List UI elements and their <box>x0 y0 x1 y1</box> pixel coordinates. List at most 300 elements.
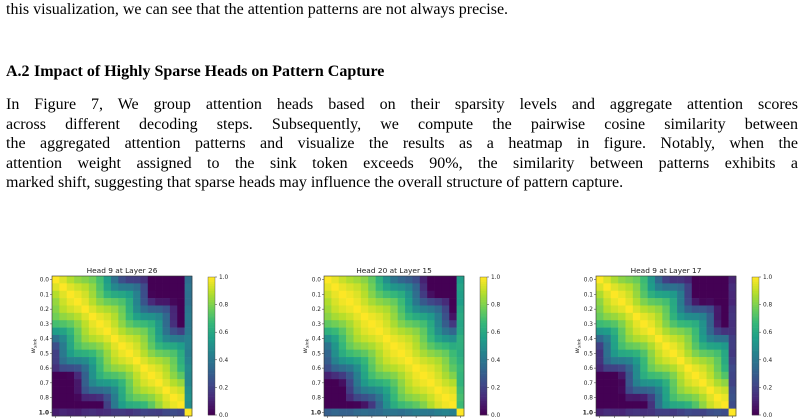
heatmap-cell <box>67 320 75 328</box>
heatmap-cell <box>353 335 361 343</box>
heatmap-cell <box>331 372 339 380</box>
heatmap-cell <box>118 342 126 350</box>
colorbar-step <box>752 335 759 338</box>
heatmap-cell <box>111 379 119 387</box>
heatmap-cell <box>170 328 178 336</box>
heatmap-cell <box>603 357 611 365</box>
heatmap-cell <box>81 335 89 343</box>
heatmap-cell <box>618 305 626 313</box>
heatmap-cell <box>170 379 178 387</box>
heatmap-cell <box>346 401 354 409</box>
heatmap-cell <box>618 342 626 350</box>
heatmap-cell <box>618 364 626 372</box>
heatmap-cell <box>126 283 134 291</box>
colorbar-step <box>752 337 759 340</box>
heatmap-cell <box>177 401 185 409</box>
heatmap-cell <box>721 313 729 321</box>
heatmap-cell <box>449 283 457 291</box>
heatmap-cell <box>118 364 126 372</box>
colorbar-step <box>208 387 215 390</box>
heatmap-cell <box>81 305 89 313</box>
heatmap-cell <box>442 335 450 343</box>
section-title: Impact of Highly Sparse Heads on Pattern Capture <box>34 63 385 80</box>
heatmap-cell <box>163 313 171 321</box>
heatmap-cell <box>81 328 89 336</box>
heatmap-cell <box>648 350 656 358</box>
heatmap-cell <box>81 357 89 365</box>
heatmap-cell <box>603 335 611 343</box>
heatmap-cell <box>59 283 67 291</box>
heatmap-cell <box>111 313 119 321</box>
heatmap-cell <box>662 313 670 321</box>
heatmap-cell <box>324 291 332 299</box>
colorbar <box>752 277 759 415</box>
heatmap-cell <box>420 305 428 313</box>
heatmap-cell <box>177 313 185 321</box>
heatmap-cell <box>111 409 119 417</box>
heatmap-cell <box>427 401 435 409</box>
heatmap-cell <box>140 401 148 409</box>
heatmap-cell <box>625 401 633 409</box>
heatmap-cell <box>52 342 60 350</box>
heatmap-cell <box>185 409 193 417</box>
heatmap-cell <box>390 409 398 417</box>
colorbar-step <box>480 305 487 308</box>
heatmap-cell <box>699 357 707 365</box>
heatmap-cell <box>596 394 604 402</box>
heatmap-cell <box>59 342 67 350</box>
heatmap-cell <box>427 313 435 321</box>
heatmap-cell <box>684 387 692 395</box>
heatmap-cell <box>729 372 737 380</box>
y-axis-label: $w_{sink}$ <box>573 338 583 354</box>
heatmap-cell <box>324 387 332 395</box>
heatmap-cell <box>383 320 391 328</box>
heatmap-cell <box>74 276 82 284</box>
heatmap-cell <box>729 320 737 328</box>
heatmap-cell <box>699 401 707 409</box>
colorbar-step <box>480 376 487 379</box>
heatmap-cell <box>398 328 406 336</box>
heatmap-cell <box>662 409 670 417</box>
heatmap-cell <box>74 335 82 343</box>
colorbar-step <box>208 378 215 381</box>
heatmap-cell <box>353 409 361 417</box>
heatmap-cell <box>376 409 384 417</box>
heatmap-cell <box>331 379 339 387</box>
heatmap-cell <box>390 357 398 365</box>
heatmap-cell <box>692 387 700 395</box>
heatmap-cell <box>457 335 465 343</box>
heatmap-cell <box>59 372 67 380</box>
y-tick-label: 0.0 <box>39 277 49 284</box>
heatmap-cell <box>420 357 428 365</box>
colorbar-step <box>752 309 759 312</box>
colorbar-step <box>208 305 215 308</box>
colorbar-step <box>480 408 487 411</box>
heatmap-cell <box>699 335 707 343</box>
heatmap-cell <box>133 335 141 343</box>
colorbar-step <box>752 348 759 351</box>
colorbar-step <box>208 309 215 312</box>
heatmap-cell <box>376 387 384 395</box>
heatmap-cell <box>692 335 700 343</box>
heatmap-cell <box>684 364 692 372</box>
heatmap-cell <box>177 387 185 395</box>
heatmap-cell <box>435 298 443 306</box>
heatmap-cell <box>104 335 112 343</box>
heatmap-cell <box>185 379 193 387</box>
heatmap-cell <box>331 357 339 365</box>
heatmap-cell <box>346 328 354 336</box>
heatmap-cell <box>52 357 60 365</box>
heatmap-cell <box>59 313 67 321</box>
heatmap-cell <box>618 313 626 321</box>
heatmap-cell <box>67 401 75 409</box>
colorbar-step <box>752 353 759 356</box>
heatmap-cell <box>361 342 369 350</box>
heatmap-cell <box>52 401 60 409</box>
heatmap-cell <box>699 305 707 313</box>
heatmap-cell <box>346 313 354 321</box>
colorbar-step <box>208 351 215 354</box>
heatmap-cell <box>420 409 428 417</box>
heatmap-cell <box>603 276 611 284</box>
heatmap-cell <box>684 291 692 299</box>
heatmap-cell <box>126 298 134 306</box>
heatmap-cell <box>89 364 97 372</box>
heatmap-cell <box>442 328 450 336</box>
heatmap-cell <box>52 276 60 284</box>
heatmap-cell <box>111 372 119 380</box>
colorbar-step <box>752 383 759 386</box>
heatmap-cell <box>155 387 163 395</box>
heatmap-cell <box>662 372 670 380</box>
heatmap-cell <box>457 298 465 306</box>
heatmap-cell <box>707 387 715 395</box>
heatmap-cell <box>81 387 89 395</box>
heatmap-cell <box>457 394 465 402</box>
heatmap-cell <box>140 387 148 395</box>
heatmap-cell <box>648 291 656 299</box>
heatmap-cell <box>52 409 60 417</box>
heatmap-cell <box>618 350 626 358</box>
colorbar-step <box>752 351 759 354</box>
heatmap-cell <box>714 291 722 299</box>
heatmap-cell <box>376 372 384 380</box>
y-tick-label: 0.7 <box>583 380 593 387</box>
heatmap-cell <box>405 364 413 372</box>
heatmap-svg <box>574 264 804 419</box>
heatmap-cell <box>104 283 112 291</box>
colorbar-step <box>208 346 215 349</box>
heatmap-cell <box>457 305 465 313</box>
heatmap-cell <box>118 335 126 343</box>
heatmap-cell <box>398 291 406 299</box>
heatmap-cell <box>376 335 384 343</box>
heatmap-cell <box>611 342 619 350</box>
heatmap-cell <box>662 379 670 387</box>
heatmap-cell <box>133 401 141 409</box>
heatmap-cell <box>163 291 171 299</box>
heatmap-cell <box>603 372 611 380</box>
heatmap-cell <box>353 328 361 336</box>
heatmap-cell <box>185 364 193 372</box>
heatmap-cell <box>684 305 692 313</box>
heatmap-cell <box>163 401 171 409</box>
heatmap-cell <box>74 350 82 358</box>
heatmap-cell <box>603 313 611 321</box>
colorbar-step <box>480 337 487 340</box>
heatmap-cell <box>74 313 82 321</box>
colorbar-step <box>752 295 759 298</box>
colorbar-step <box>480 362 487 365</box>
heatmap-cell <box>346 335 354 343</box>
heatmap-cell <box>339 372 347 380</box>
heatmap-cell <box>435 342 443 350</box>
heatmap-cell <box>368 335 376 343</box>
heatmap-cell <box>104 379 112 387</box>
heatmap-cell <box>618 298 626 306</box>
y-tick-label: 0.4 <box>39 336 49 343</box>
heatmap-cell <box>126 320 134 328</box>
heatmap-cell <box>449 387 457 395</box>
heatmap-cell <box>324 372 332 380</box>
heatmap-cell <box>81 283 89 291</box>
heatmap-cell <box>89 320 97 328</box>
heatmap-cell <box>126 379 134 387</box>
heatmap-cell <box>140 342 148 350</box>
heatmap-cell <box>331 276 339 284</box>
heatmap-cell <box>346 291 354 299</box>
heatmap-cell <box>714 335 722 343</box>
heatmap-cell <box>170 298 178 306</box>
heatmap-cell <box>81 379 89 387</box>
heatmap-cell <box>74 379 82 387</box>
heatmap-cell <box>96 372 104 380</box>
text-line: this visualization, we can see that the attention patterns are not always precise. <box>6 1 509 18</box>
heatmap-cell <box>170 276 178 284</box>
heatmap-cell <box>89 298 97 306</box>
heatmap-cell <box>457 350 465 358</box>
heatmap-cell <box>412 276 420 284</box>
colorbar-step <box>208 298 215 301</box>
heatmap-cell <box>633 364 641 372</box>
heatmap-cell <box>427 328 435 336</box>
heatmap-cell <box>435 350 443 358</box>
heatmap-cell <box>603 342 611 350</box>
section-heading <box>6 63 384 81</box>
heatmap-cell <box>177 357 185 365</box>
heatmap-cell <box>699 387 707 395</box>
heatmap-cell <box>625 364 633 372</box>
heatmap-cell <box>390 305 398 313</box>
heatmap-cell <box>59 291 67 299</box>
heatmap-cell <box>52 364 60 372</box>
colorbar-step <box>208 314 215 317</box>
heatmap-cell <box>596 305 604 313</box>
heatmap-cell <box>640 357 648 365</box>
y-tick-label: 0.2 <box>311 307 321 314</box>
heatmap-cell <box>346 364 354 372</box>
paragraph-line: the aggregated attention patterns and visualize the results as a heatmap in figure. Notably, when the <box>6 135 798 153</box>
heatmap-cell <box>74 328 82 336</box>
heatmap-cell <box>449 320 457 328</box>
y-tick-label: 1.0 <box>582 410 593 417</box>
heatmap-cell <box>126 328 134 336</box>
heatmap-cell <box>126 409 134 417</box>
colorbar-step <box>480 341 487 344</box>
colorbar-step <box>752 332 759 335</box>
heatmap-cell <box>59 387 67 395</box>
colorbar-step <box>752 344 759 347</box>
colorbar-step <box>480 289 487 292</box>
colorbar-step <box>480 381 487 384</box>
heatmap-cell <box>163 320 171 328</box>
heatmap-cell <box>390 350 398 358</box>
heatmap-cell <box>721 364 729 372</box>
heatmap-cell <box>611 409 619 417</box>
heatmap-cell <box>81 320 89 328</box>
heatmap-cell <box>148 335 156 343</box>
heatmap-cell <box>442 357 450 365</box>
heatmap-cell <box>361 313 369 321</box>
heatmap-cell <box>170 409 178 417</box>
heatmap-cell <box>442 379 450 387</box>
heatmap-cell <box>662 401 670 409</box>
heatmap-cell <box>692 379 700 387</box>
heatmap-cell <box>74 283 82 291</box>
heatmap-cell <box>104 401 112 409</box>
heatmap-cell <box>52 313 60 321</box>
heatmap-cell <box>383 305 391 313</box>
heatmap-cell <box>457 409 465 417</box>
heatmap-cell <box>427 298 435 306</box>
heatmap-cell <box>339 313 347 321</box>
heatmap-cell <box>412 372 420 380</box>
heatmap-cell <box>633 335 641 343</box>
heatmap-cell <box>155 401 163 409</box>
paragraph-line: across different decoding steps. Subsequently, we compute the pairwise cosine similarity between <box>6 115 798 133</box>
heatmap-cell <box>633 328 641 336</box>
heatmap-cell <box>81 394 89 402</box>
heatmap-cell <box>361 328 369 336</box>
heatmap-cell <box>596 387 604 395</box>
heatmap-cell <box>420 335 428 343</box>
y-tick-label: 0.2 <box>39 307 49 314</box>
heatmap-cell <box>163 387 171 395</box>
heatmap-cell <box>346 379 354 387</box>
heatmap-cell <box>618 283 626 291</box>
heatmap-cell <box>133 276 141 284</box>
heatmap-cell <box>662 387 670 395</box>
heatmap-cell <box>655 409 663 417</box>
heatmap-cell <box>662 364 670 372</box>
heatmap-cell <box>648 328 656 336</box>
heatmap-cell <box>111 328 119 336</box>
heatmap-cell <box>376 276 384 284</box>
heatmap-cell <box>398 313 406 321</box>
heatmap-cell <box>662 320 670 328</box>
heatmap-cell <box>383 313 391 321</box>
colorbar-tick-label: 1.0 <box>491 275 501 281</box>
heatmap-cell <box>603 291 611 299</box>
heatmap-cell <box>361 298 369 306</box>
heatmap-cell <box>383 372 391 380</box>
heatmap-cell <box>707 394 715 402</box>
heatmap-cell <box>677 394 685 402</box>
heatmap-cell <box>148 379 156 387</box>
heatmap-cell <box>457 357 465 365</box>
heatmap-cell <box>449 364 457 372</box>
heatmap-cell <box>714 328 722 336</box>
heatmap-cell <box>412 342 420 350</box>
heatmap-cell <box>339 298 347 306</box>
heatmap-cell <box>729 298 737 306</box>
heatmap-cell <box>457 401 465 409</box>
heatmap-cell <box>412 313 420 321</box>
heatmap-cell <box>405 283 413 291</box>
heatmap-cell <box>346 283 354 291</box>
heatmap-cell <box>670 320 678 328</box>
heatmap-cell <box>383 364 391 372</box>
heatmap-cell <box>412 298 420 306</box>
colorbar-step <box>208 323 215 326</box>
heatmap-cell <box>361 283 369 291</box>
colorbar-step <box>480 279 487 282</box>
heatmap-cell <box>59 409 67 417</box>
heatmap-cell <box>449 350 457 358</box>
colorbar-step <box>480 323 487 326</box>
heatmap-cell <box>163 364 171 372</box>
heatmap-cell <box>699 364 707 372</box>
heatmap-cell <box>339 364 347 372</box>
heatmap-cell <box>376 313 384 321</box>
heatmap-cell <box>662 283 670 291</box>
heatmap-cell <box>383 298 391 306</box>
heatmap-cell <box>435 320 443 328</box>
heatmap-cell <box>361 305 369 313</box>
heatmap-cell <box>611 401 619 409</box>
heatmap-cell <box>603 364 611 372</box>
heatmap-cell <box>353 283 361 291</box>
heatmap-cell <box>457 328 465 336</box>
heatmap-cell <box>596 335 604 343</box>
heatmap-cell <box>442 305 450 313</box>
heatmap-cell <box>596 357 604 365</box>
heatmap-cell <box>398 350 406 358</box>
y-tick-label: 0.8 <box>583 395 593 402</box>
heatmap-cell <box>67 387 75 395</box>
heatmap-cell <box>170 394 178 402</box>
heatmap-cell <box>185 387 193 395</box>
heatmap-cell <box>692 364 700 372</box>
heatmap-cell <box>383 283 391 291</box>
heatmap-cell <box>714 409 722 417</box>
heatmap-cell <box>412 409 420 417</box>
heatmap-cell <box>133 394 141 402</box>
heatmap-cell <box>376 291 384 299</box>
heatmap-cell <box>449 335 457 343</box>
heatmap-cell <box>170 364 178 372</box>
heatmap-cell <box>603 387 611 395</box>
colorbar-step <box>752 364 759 367</box>
heatmap-cell <box>155 372 163 380</box>
heatmap-cell <box>96 401 104 409</box>
heatmap-cell <box>670 283 678 291</box>
heatmap-cell <box>655 335 663 343</box>
heatmap-cell <box>640 328 648 336</box>
